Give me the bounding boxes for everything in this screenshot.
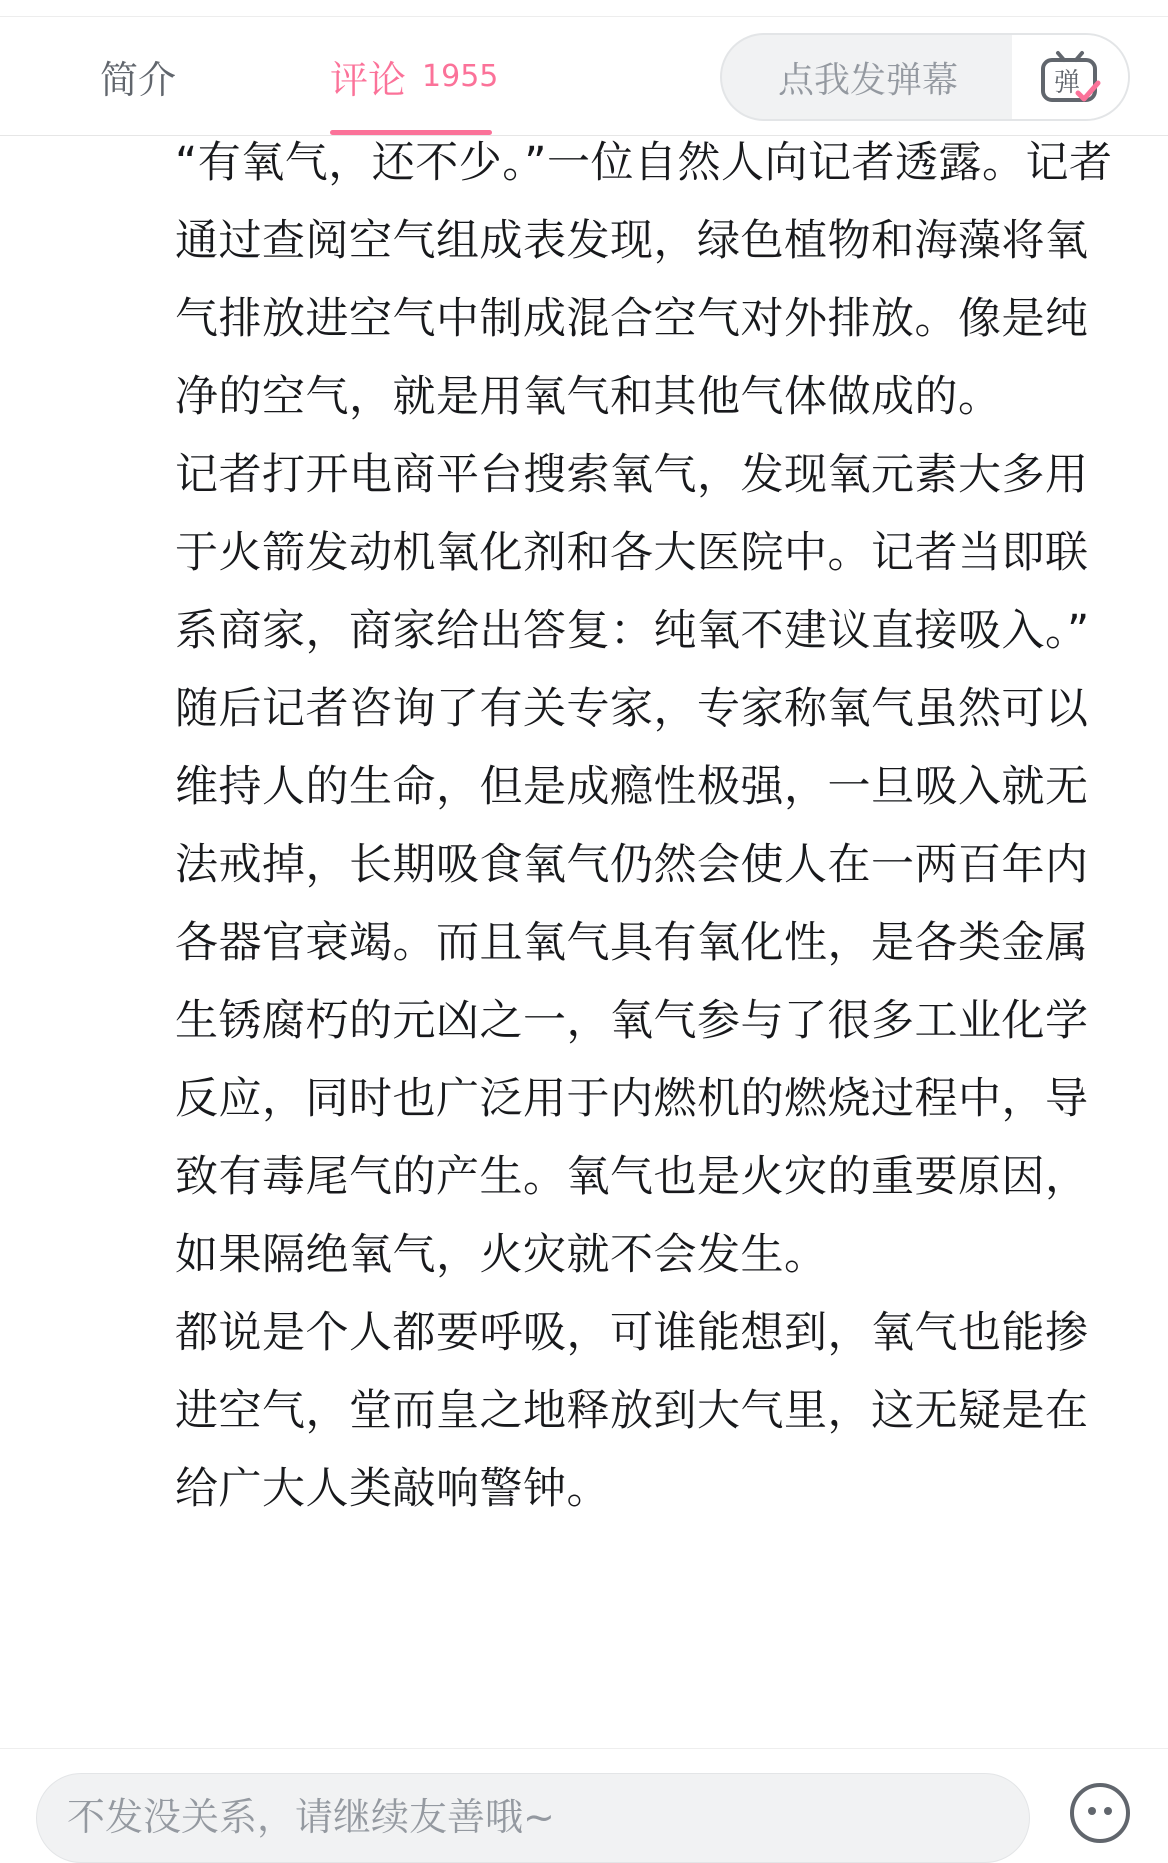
comments-count: 1955 bbox=[422, 58, 499, 94]
danmaku-input[interactable] bbox=[722, 35, 1014, 119]
tab-comments[interactable] bbox=[330, 17, 498, 135]
tab-comments-label: 评论 bbox=[330, 57, 407, 102]
danmaku-icon-glyph: 弹 bbox=[1053, 68, 1081, 98]
tab-intro[interactable] bbox=[100, 17, 176, 135]
emoji-eye-left bbox=[1088, 1807, 1096, 1815]
tab-bar bbox=[0, 17, 1168, 136]
article-paragraph: “有氧气，还不少。”一位自然人向记者透露。记者通过查阅空气组成表发现，绿色植物和海藻将氧气排放进空气中制成混合空气对外排放。像是纯净的空气，就是用氧气和其他气体做成的。 bbox=[175, 138, 1113, 422]
danmaku-icon bbox=[1038, 47, 1102, 107]
tab-intro-label: 简介 bbox=[100, 57, 177, 102]
danmaku-toggle-button[interactable] bbox=[1012, 35, 1128, 119]
status-strip bbox=[0, 0, 1168, 17]
danmaku-placeholder: 点我发弹幕 bbox=[777, 59, 958, 101]
emoji-eye-right bbox=[1104, 1807, 1112, 1815]
comment-bar bbox=[0, 1748, 1168, 1839]
danmaku-input-box bbox=[720, 33, 1130, 121]
comment-placeholder: 不发没关系，请继续友善哦~ bbox=[67, 1795, 555, 1839]
article-body bbox=[175, 124, 1125, 1528]
emoji-icon[interactable] bbox=[1070, 1783, 1130, 1843]
article-paragraph: 随后记者咨询了有关专家，专家称氧气虽然可以维持人的生命，但是成瘾性极强，一旦吸入就无法戒掉，长期吸食氧气仍然会使人在一两百年内各器官衰竭。而且氧气具有氧化性，是各类金属生锈腐朽的元凶之一，氧气参与了很多工业化学反应，同时也广泛用于内燃机的燃烧过程中，导致有毒尾气的产生。氧气也是火灾的重要原因，如果隔绝氧气，火灾就不会发生。 bbox=[175, 684, 1089, 1280]
comment-input[interactable] bbox=[36, 1773, 1030, 1863]
article-paragraph: 都说是个人都要呼吸，可谁能想到，氧气也能掺进空气，堂而皇之地释放到大气里，这无疑是在给广大人类敲响警钟。 bbox=[175, 1308, 1089, 1514]
article-paragraph: 记者打开电商平台搜索氧气，发现氧元素大多用于火箭发动机氧化剂和各大医院中。记者当即联系商家，商家给出答复：纯氧不建议直接吸入。” bbox=[175, 450, 1090, 656]
